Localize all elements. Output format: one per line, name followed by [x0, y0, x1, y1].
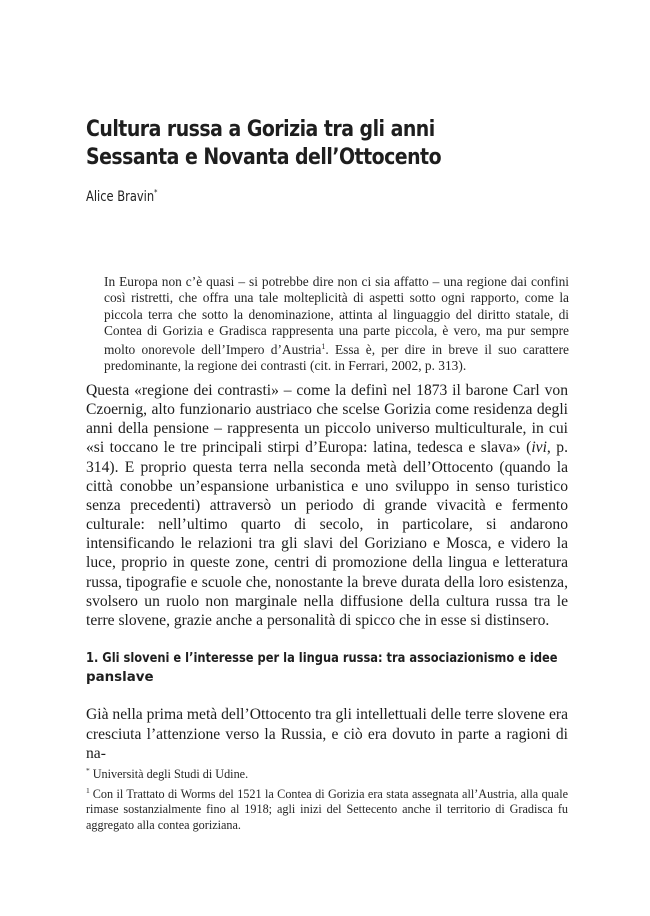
body-paragraph-1 — [86, 381, 568, 630]
paragraph-1-part-1: Questa «regione dei contrasti» – come la definì nel 1873 il barone Carl von Czoernig, alto funzionario austriaco che scelse Gorizia come residenza degli anni della pensione – rappresenta un piccolo universo multiculturale, in cui «si toccano le tre principali stirpi d’Europa: latina, tedesca e slava» ( — [86, 382, 568, 457]
article-title — [86, 116, 516, 172]
paragraph-2-line-1: Già nella prima metà dell’Ottocento tra gli intellettuali delle terre slovene era — [86, 706, 568, 723]
author-name: Alice Bravin — [86, 189, 155, 205]
footnote-ref-1: 1 — [321, 342, 326, 352]
paragraph-1-italic-ivi: ivi — [531, 439, 547, 457]
article-title-line-1: Cultura russa a Gorizia tra gli anni — [86, 117, 435, 142]
section-heading-line-1: 1. Gli sloveni e l’interesse per la lingua russa: tra associazionismo e idee — [86, 651, 558, 666]
epigraph-quote — [104, 274, 569, 375]
footnote-mark: * — [86, 766, 90, 775]
section-heading — [86, 649, 586, 687]
footnotes — [86, 763, 568, 833]
footnote-text: Con il Trattato di Worms del 1521 la Contea di Gorizia era stata assegnata all’Austria, alla quale rimase sostanzialmente fino al 1918; agli inizi del Settecento anche il territorio di Gradisca fu aggregato alla contea goriziana. — [86, 786, 568, 832]
section-heading-line-2: panslave — [86, 670, 154, 685]
article-title-line-2: Sessanta e Novanta dell’Ottocento — [86, 145, 442, 170]
footnote-1 — [86, 783, 568, 834]
footnote-author — [86, 763, 568, 783]
body-paragraph-2 — [86, 705, 568, 764]
footnote-mark: 1 — [86, 785, 90, 795]
paragraph-2-line-2: cresciuta l’attenzione verso la Russia, e ciò era dovuto in parte a ragioni di na- — [86, 725, 568, 763]
author-byline — [86, 188, 157, 205]
footnote-text: Università degli Studi di Udine. — [92, 767, 249, 781]
epigraph-text-part-1: In Europa non c’è quasi – si potrebbe dire non ci sia affatto – una regione dai confini così ristretti, che offra una tale molteplicità di aspetti sotto ogni rapporto, come la piccola terra che sotto la denominazione, attinta al linguaggio del diritto statale, di Contea di Gorizia e Gradisca rappresenta una parte piccola, è vero, ma pur sempre molto onorevole dell’Impero d’Austria — [104, 274, 569, 358]
paragraph-1-part-2: , p. 314). E proprio questa terra nella seconda metà dell’Ottocento (quando la città conobbe un’espansione urbanistica e uno sviluppo in senso turistico senza precedenti) attraversò un periodo di grande vivacità e fermento culturale: nell’ultimo quarto di secolo, in particolare, si andarono intensificando le relazioni tra gli slavi del Goriziano e Mosca, e videro la luce, proprio in queste zone, centri di promozione della lingua e letteratura russa, tipografie e scuole che, nonostante la breve durata della loro esistenza, svolsero un ruolo non marginale nella diffusione della cultura russa tra le terre slovene, grazie anche a personalità di spicco che in esse si distinsero. — [86, 439, 568, 629]
author-footnote-mark: * — [154, 188, 158, 197]
epigraph-text-part-2: . Essa è, per dire in breve il suo carattere predominante, la regione dei contrasti (cit. in Ferrari, 2002, p. 313). — [104, 342, 569, 374]
